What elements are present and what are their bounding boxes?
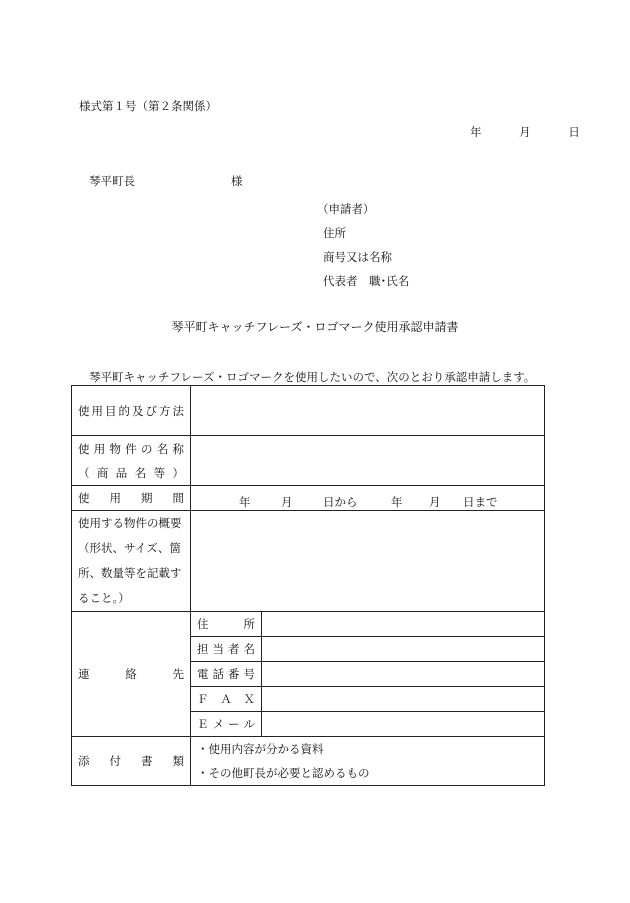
label-overview-line1: 使用する物件の概要 bbox=[78, 516, 182, 530]
field-period[interactable] bbox=[191, 486, 545, 511]
label-attachments: 添付書類 bbox=[72, 737, 191, 786]
document-title: 琴平町キャッチフレーズ・ロゴマーク使用承認申請書 bbox=[171, 320, 459, 334]
label-contact-phone: 電話番号 bbox=[191, 662, 262, 687]
label-purpose: 使用目的及び方法 bbox=[72, 386, 191, 436]
period-from-month: 月 bbox=[281, 495, 293, 509]
form-number-label: 様式第１号（第２条関係） bbox=[79, 99, 217, 113]
label-overview-line4: ること。） bbox=[78, 591, 130, 605]
label-overview-line2: （形状、サイズ、箇 bbox=[78, 541, 181, 555]
field-contact-fax[interactable] bbox=[262, 687, 545, 712]
date-month: 月 bbox=[519, 125, 531, 139]
field-contact-person[interactable] bbox=[262, 637, 545, 662]
label-contact-email: Ｅメール bbox=[191, 712, 262, 737]
field-contact-email[interactable] bbox=[262, 712, 545, 737]
period-to-month: 月 bbox=[429, 495, 441, 509]
attachment-item-1: ・使用内容が分かる資料 bbox=[197, 742, 324, 756]
applicant-representative: 代表者 職･氏名 bbox=[323, 274, 410, 288]
row-contact-address bbox=[72, 612, 545, 637]
period-to-year: 年 bbox=[391, 495, 403, 509]
label-item-name-line2: （商品名等） bbox=[78, 465, 184, 480]
label-contact: 連絡先 bbox=[72, 612, 191, 737]
addressee bbox=[89, 173, 243, 189]
label-item-name-line1: 使用物件の名称 bbox=[78, 441, 184, 456]
row-overview bbox=[72, 511, 545, 612]
label-contact-person: 担当者名 bbox=[191, 637, 262, 662]
period-from-day: 日から bbox=[323, 495, 358, 509]
applicant-block bbox=[317, 197, 409, 293]
intro-text: 琴平町キャッチフレーズ・ロゴマークを使用したいので、次のとおり承認申請します。 bbox=[89, 370, 536, 384]
label-contact-address: 住所 bbox=[191, 612, 262, 637]
row-attachments bbox=[72, 737, 545, 786]
label-item-name bbox=[72, 436, 191, 486]
addressee-honorific: 様 bbox=[231, 174, 243, 188]
application-table bbox=[71, 385, 545, 786]
field-contact-phone[interactable] bbox=[262, 662, 545, 687]
applicant-business-name: 商号又は名称 bbox=[323, 250, 392, 264]
period-from-year: 年 bbox=[239, 495, 251, 509]
label-period: 使用期間 bbox=[72, 486, 191, 511]
field-purpose[interactable] bbox=[191, 386, 545, 436]
date-day: 日 bbox=[568, 125, 580, 139]
field-attachments bbox=[191, 737, 545, 786]
field-item-name[interactable] bbox=[191, 436, 545, 486]
label-overview-line3: 所、数量等を記載す bbox=[78, 566, 182, 580]
period-to-day: 日まで bbox=[463, 495, 498, 509]
row-purpose bbox=[72, 386, 545, 436]
label-overview bbox=[72, 511, 191, 612]
row-period bbox=[72, 486, 545, 511]
row-item-name bbox=[72, 436, 545, 486]
field-contact-address[interactable] bbox=[262, 612, 545, 637]
date-line bbox=[470, 124, 580, 140]
attachment-item-2: ・その他町長が必要と認めるもの bbox=[197, 766, 370, 780]
applicant-label: （申請者） bbox=[317, 202, 375, 216]
applicant-address: 住所 bbox=[323, 226, 346, 240]
addressee-name: 琴平町長 bbox=[89, 174, 135, 188]
label-contact-fax: ＦＡＸ bbox=[191, 687, 262, 712]
date-year: 年 bbox=[470, 125, 482, 139]
field-overview[interactable] bbox=[191, 511, 545, 612]
